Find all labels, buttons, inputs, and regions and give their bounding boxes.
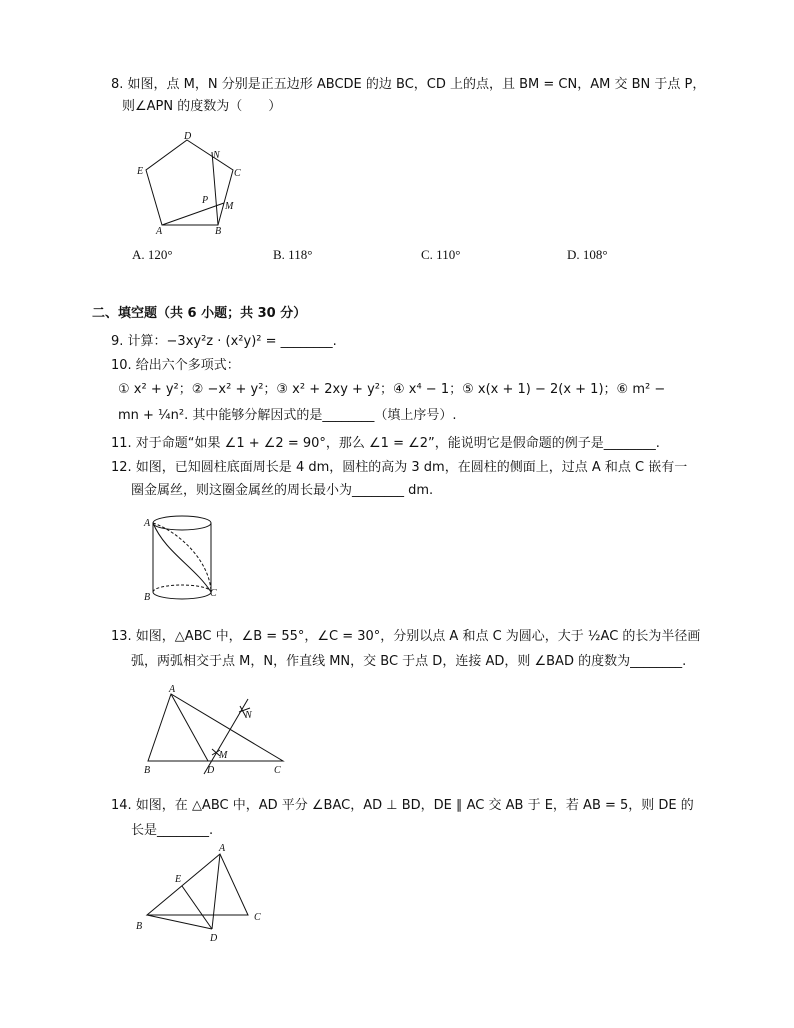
q14-label-E: E — [175, 874, 182, 885]
q8-option-d: D. 108° — [567, 247, 608, 262]
q13-label-B: B — [144, 765, 151, 776]
q14-label-C: C — [254, 912, 261, 923]
q14-label-D: D — [210, 933, 218, 944]
q13-label-A: A — [169, 684, 176, 695]
q13-label-D: D — [207, 765, 215, 776]
q14-label-B: B — [136, 921, 143, 932]
q12-label-C: C — [210, 588, 217, 599]
q13-label-C: C — [274, 765, 281, 776]
q8-label-C: C — [234, 168, 241, 179]
q8-label-E: E — [137, 166, 144, 177]
q12-label-B: B — [144, 592, 151, 603]
q10-line1: 10. 给出六个多项式： — [111, 358, 240, 373]
q13-triangle-figure — [140, 684, 290, 776]
q14-line1: 14. 如图，在 △ABC 中，AD 平分 ∠BAC，AD ⊥ BD，DE ∥ AC 交 AB 于 E，若 AB = 5，则 DE 的 — [111, 798, 694, 813]
q12-line1: 12. 如图，已知圆柱底面周长是 4 dm，圆柱的高为 3 dm，在圆柱的侧面上，过点 A 和点 C 嵌有一 — [111, 460, 688, 475]
q8-pentagon-figure — [135, 128, 255, 238]
q8-label-D: D — [184, 131, 192, 142]
q8-label-N: N — [213, 150, 220, 161]
q8-line1: 8. 如图，点 M，N 分别是正五边形 ABCDE 的边 BC，CD 上的点，且 BM = CN，AM 交 BN 于点 P， — [111, 77, 706, 92]
q13-label-M: M — [219, 750, 228, 761]
q12-label-A: A — [144, 518, 151, 529]
q13-label-N: N — [245, 710, 252, 721]
q8-label-P: P — [202, 195, 209, 206]
q8-line2: 则∠APN 的度数为（ ） — [122, 99, 282, 114]
q11-text: 11. 对于命题“如果 ∠1 + ∠2 = 90°，那么 ∠1 = ∠2”，能说明它是假命题的例子是________. — [111, 436, 660, 451]
q9-text: 9. 计算：−3xy²z · (x²y)² = ________. — [111, 334, 337, 349]
q8-label-M: M — [225, 201, 234, 212]
q13-line1: 13. 如图，△ABC 中，∠B = 55°，∠C = 30°，分别以点 A 和点 C 为圆心，大于 ½AC 的长为半径画 — [111, 629, 701, 644]
q8-option-a: A. 120° — [132, 247, 173, 262]
q8-label-A: A — [156, 226, 163, 237]
q13-line2: 弧，两弧相交于点 M，N，作直线 MN，交 BC 于点 D，连接 AD，则 ∠BAD 的度数为________. — [131, 654, 687, 669]
q14-label-A: A — [219, 843, 226, 854]
q10-line2: ① x² + y²；② −x² + y²；③ x² + 2xy + y²；④ x⁴ − 1；⑤ x(x + 1) − 2(x + 1)；⑥ m² − — [118, 382, 666, 397]
q8-option-b: B. 118° — [273, 247, 313, 262]
q14-triangle-figure — [130, 842, 270, 947]
q12-cylinder-figure — [140, 512, 225, 604]
section-title: 二、填空题（共 6 小题；共 30 分） — [92, 306, 307, 321]
q12-line2: 圈金属丝，则这圈金属丝的周长最小为________ dm. — [131, 483, 434, 498]
q14-line2: 长是________. — [131, 823, 214, 838]
q10-line3: mn + ¼n². 其中能够分解因式的是________（填上序号）. — [118, 408, 457, 423]
q8-label-B: B — [215, 226, 222, 237]
q8-option-c: C. 110° — [421, 247, 461, 262]
